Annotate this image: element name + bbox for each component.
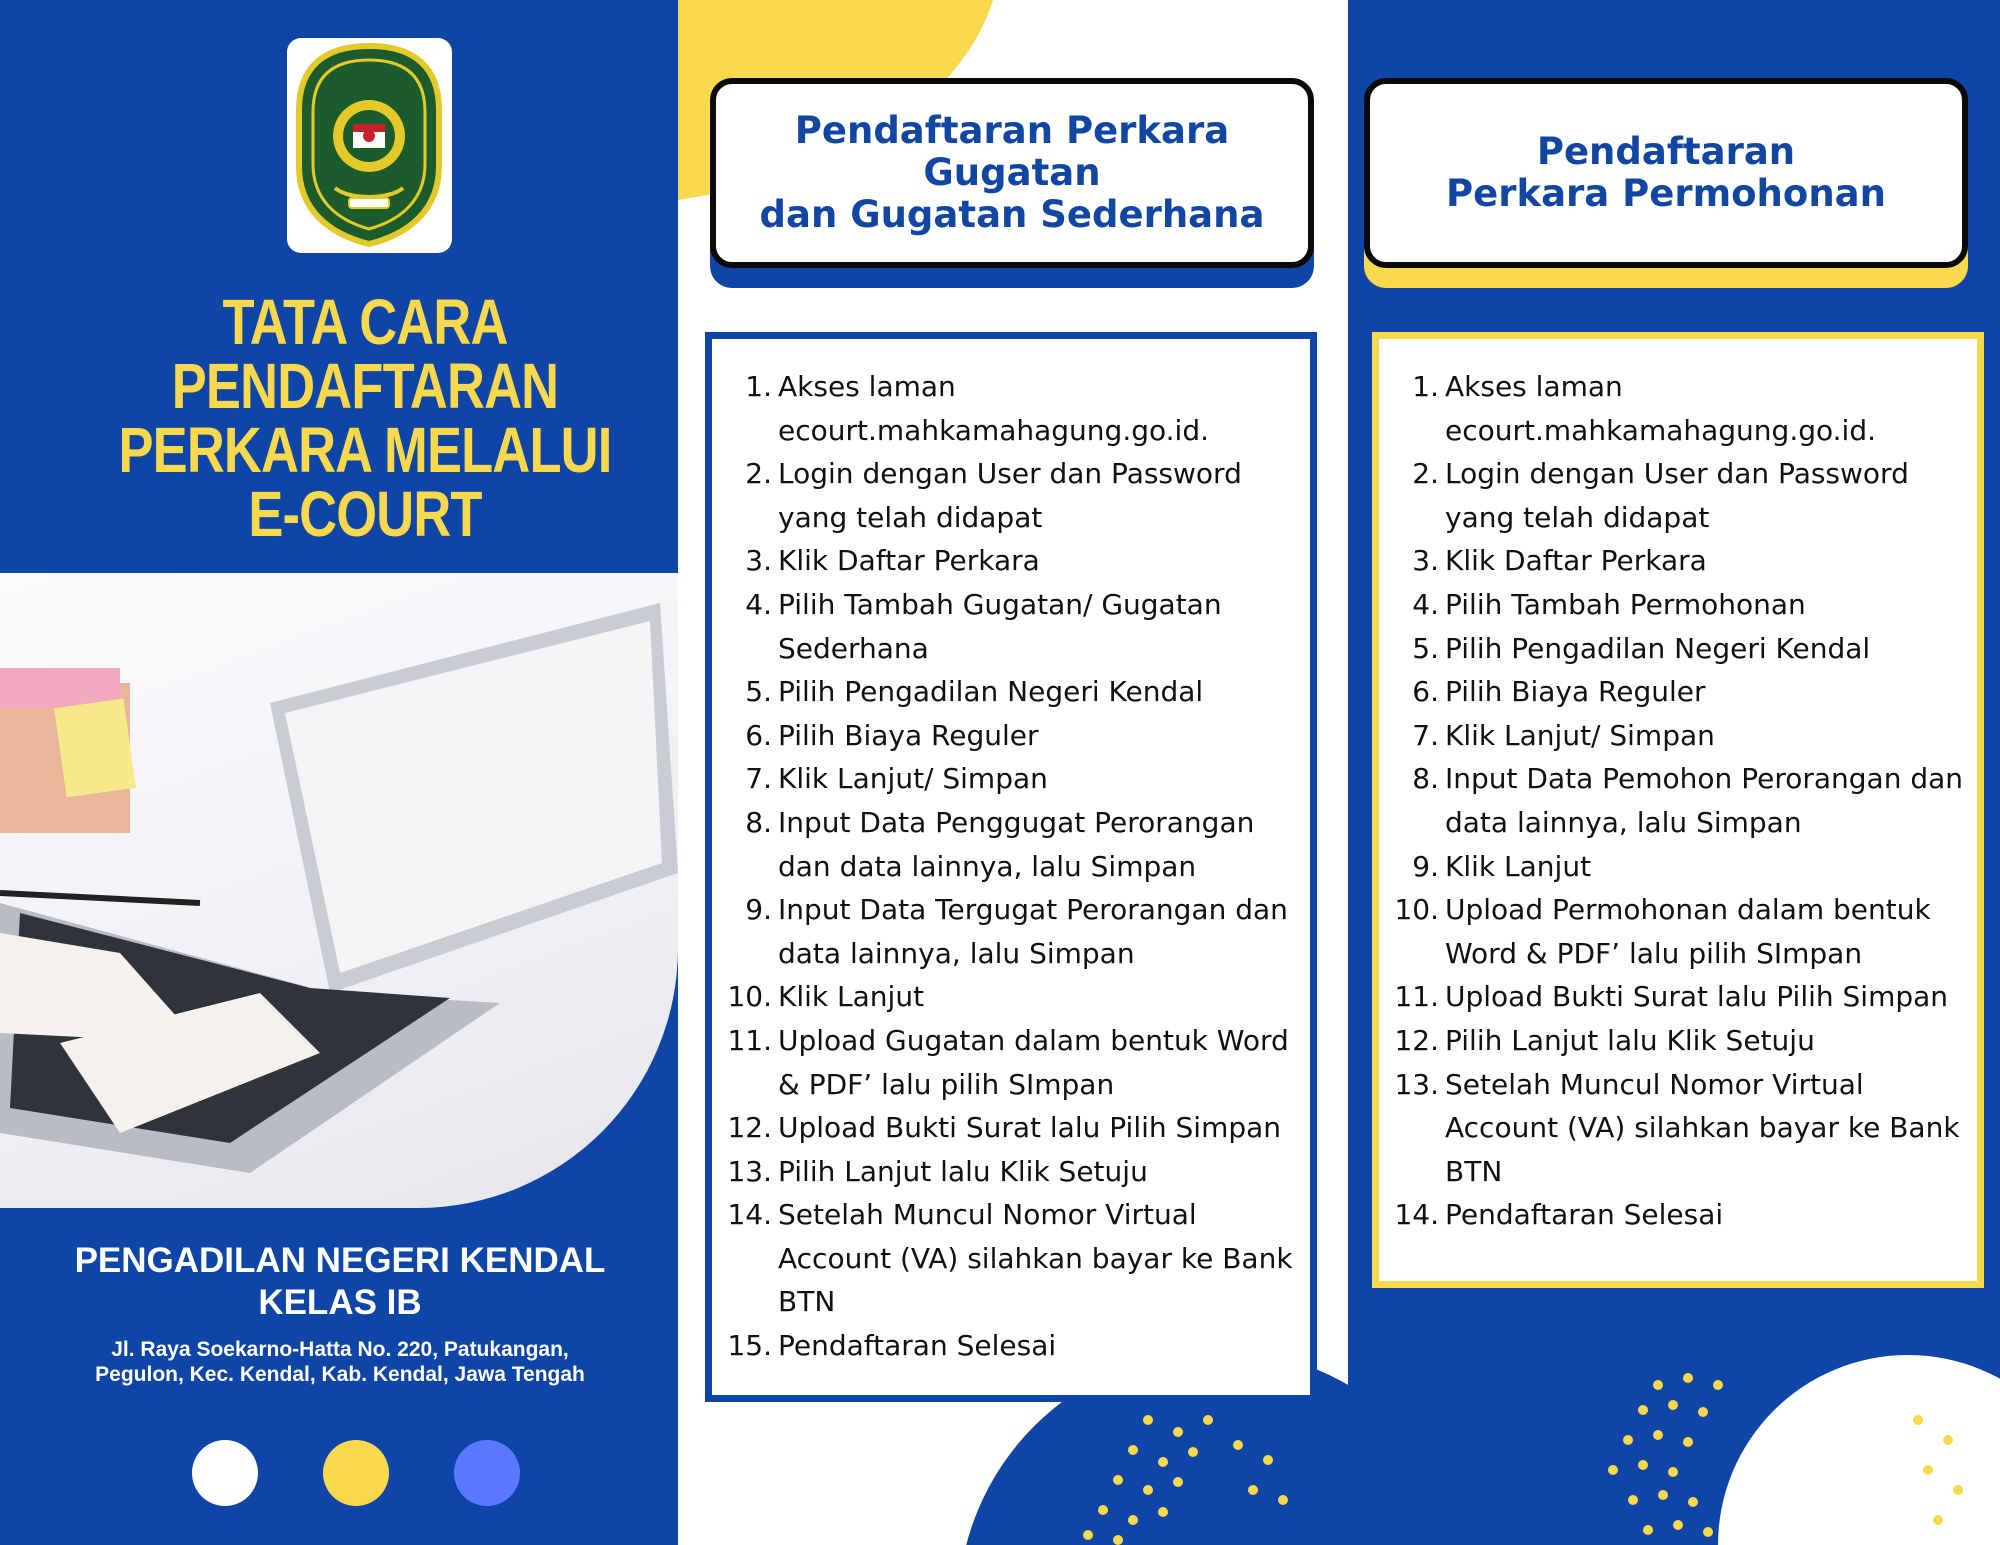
step-text: Pilih Biaya Reguler: [778, 718, 1039, 752]
step-text: Pendaftaran Selesai: [778, 1329, 1057, 1363]
step-number: 11.: [1394, 980, 1439, 1014]
step-number: 2.: [1412, 457, 1439, 491]
step-text: Klik Lanjut/ Simpan: [1445, 718, 1715, 752]
step-number: 5.: [745, 675, 772, 709]
list-item: [1387, 975, 1967, 1019]
step-text: Pilih Tambah Permohonan: [1445, 587, 1806, 621]
step-number: 10.: [1394, 893, 1439, 927]
step-text: Klik Daftar Perkara: [1445, 544, 1707, 578]
title-line: PENDAFTARAN: [171, 350, 559, 422]
step-text: Pilih Lanjut lalu Klik Setuju: [1445, 1023, 1815, 1057]
step-text: Pilih Biaya Reguler: [1445, 675, 1706, 709]
white-dot: [192, 1440, 258, 1506]
step-text: Upload Gugatan dalam bentuk Word & PDF’ lalu pilih SImpan: [778, 1023, 1289, 1101]
step-text: Input Data Penggugat Perorangan dan data lainnya, lalu Simpan: [778, 805, 1255, 883]
list-item: [1387, 1193, 1967, 1237]
yellow-dot: [323, 1440, 389, 1506]
step-text: Klik Lanjut: [778, 980, 925, 1014]
permohonan-steps-box: [1372, 332, 1984, 1288]
step-number: 7.: [745, 762, 772, 796]
step-text: Akses laman ecourt.mahkamahagung.go.id.: [778, 370, 1209, 447]
list-item: [720, 583, 1300, 670]
list-item: [720, 670, 1300, 714]
permohonan-steps-list: [1387, 365, 1967, 1237]
step-number: 11.: [727, 1023, 772, 1057]
court-emblem-icon: [287, 38, 452, 253]
step-text: Input Data Tergugat Perorangan dan data lainnya, lalu Simpan: [778, 893, 1288, 970]
title-line: PERKARA MELALUI: [118, 414, 612, 486]
step-number: 14.: [727, 1198, 772, 1232]
list-item: [1387, 670, 1967, 714]
step-text: Klik Daftar Perkara: [778, 544, 1040, 578]
cover-panel: [0, 0, 678, 1545]
address-line: Pegulon, Kec. Kendal, Kab. Kendal, Jawa Tengah: [95, 1363, 585, 1386]
list-item: [1387, 888, 1967, 975]
step-text: Pendaftaran Selesai: [1445, 1198, 1724, 1232]
step-text: Upload Bukti Surat lalu Pilih Simpan: [1445, 980, 1949, 1014]
list-item: [720, 1193, 1300, 1324]
permohonan-panel: [1348, 0, 2000, 1545]
gugatan-header: [710, 78, 1314, 268]
list-item: [720, 714, 1300, 758]
step-number: 3.: [1412, 544, 1439, 578]
list-item: [1387, 1019, 1967, 1063]
step-number: 4.: [1412, 587, 1439, 621]
laptop-illustration-icon: [0, 573, 678, 1208]
main-title: [99, 286, 632, 550]
step-text: Klik Lanjut: [1445, 849, 1592, 883]
step-text: Pilih Tambah Gugatan/ Gugatan Sederhana: [778, 587, 1222, 665]
list-item: [1387, 845, 1967, 889]
list-item: [1387, 627, 1967, 671]
list-item: [1387, 539, 1967, 583]
gugatan-title: Pendaftaran Perkara Gugatan dan Gugatan Sederhana: [759, 109, 1265, 236]
list-item: [720, 365, 1300, 452]
list-item: [1387, 1063, 1967, 1194]
step-number: 14.: [1394, 1198, 1439, 1232]
step-text: Pilih Lanjut lalu Klik Setuju: [778, 1154, 1148, 1188]
list-item: [720, 1150, 1300, 1194]
step-text: Upload Bukti Surat lalu Pilih Simpan: [778, 1111, 1282, 1145]
step-number: 5.: [1412, 631, 1439, 665]
list-item: [1387, 452, 1967, 539]
gugatan-steps-box: [705, 332, 1317, 1402]
step-number: 1.: [1412, 370, 1439, 403]
step-text: Pilih Pengadilan Negeri Kendal: [778, 675, 1204, 709]
list-item: [1387, 757, 1967, 844]
list-item: [720, 452, 1300, 539]
step-text: Akses laman ecourt.mahkamahagung.go.id.: [1445, 370, 1876, 447]
step-number: 6.: [745, 718, 772, 752]
organization-name: [20, 1240, 660, 1324]
step-number: 13.: [727, 1154, 772, 1188]
step-text: Klik Lanjut/ Simpan: [778, 762, 1048, 796]
step-number: 15.: [727, 1329, 772, 1363]
step-number: 2.: [745, 457, 772, 491]
step-number: 4.: [745, 587, 772, 621]
org-name-line: KELAS IB: [258, 1283, 422, 1322]
step-number: 7.: [1412, 718, 1439, 752]
organization-address: [20, 1337, 660, 1387]
title-line: TATA CARA: [222, 286, 508, 358]
step-text: Setelah Muncul Nomor Virtual Account (VA) silahkan bayar ke Bank BTN: [1445, 1067, 1960, 1188]
list-item: [720, 975, 1300, 1019]
permohonan-header: [1364, 78, 1968, 268]
step-number: 8.: [1412, 762, 1439, 796]
list-item: [720, 757, 1300, 801]
gugatan-panel: [678, 0, 1348, 1545]
step-number: 8.: [745, 805, 772, 839]
org-name-line: PENGADILAN NEGERI KENDAL: [74, 1241, 606, 1280]
step-number: 1.: [745, 370, 772, 403]
list-item: [720, 1106, 1300, 1150]
logo-card: [287, 38, 452, 253]
list-item: [720, 801, 1300, 888]
list-item: [1387, 365, 1967, 452]
gugatan-steps-list: [720, 365, 1300, 1368]
list-item: [720, 539, 1300, 583]
step-number: 6.: [1412, 675, 1439, 709]
list-item: [1387, 583, 1967, 627]
step-text: Input Data Pemohon Perorangan dan data lainnya, lalu Simpan: [1445, 762, 1964, 839]
list-item: [720, 888, 1300, 975]
step-number: 3.: [745, 544, 772, 578]
step-number: 12.: [1394, 1023, 1439, 1057]
periwinkle-dot: [454, 1440, 520, 1506]
title-line: E-COURT: [248, 478, 482, 550]
step-text: Setelah Muncul Nomor Virtual Account (VA) silahkan bayar ke Bank BTN: [778, 1198, 1293, 1319]
step-number: 9.: [1412, 849, 1439, 883]
laptop-typing-photo: [0, 573, 678, 1208]
list-item: [1387, 714, 1967, 758]
permohonan-title: Pendaftaran Perkara Permohonan: [1446, 130, 1886, 215]
step-number: 9.: [745, 893, 772, 927]
step-text: Login dengan User dan Password yang telah didapat: [778, 457, 1242, 534]
address-line: Jl. Raya Soekarno-Hatta No. 220, Patukangan,: [111, 1338, 569, 1361]
list-item: [720, 1324, 1300, 1368]
list-item: [720, 1019, 1300, 1106]
step-number: 13.: [1394, 1067, 1439, 1101]
step-number: 10.: [727, 980, 772, 1014]
step-text: Login dengan User dan Password yang telah didapat: [1445, 457, 1909, 534]
step-text: Upload Permohonan dalam bentuk Word & PDF’ lalu pilih SImpan: [1445, 893, 1931, 970]
step-number: 12.: [727, 1111, 772, 1145]
step-text: Pilih Pengadilan Negeri Kendal: [1445, 631, 1871, 665]
